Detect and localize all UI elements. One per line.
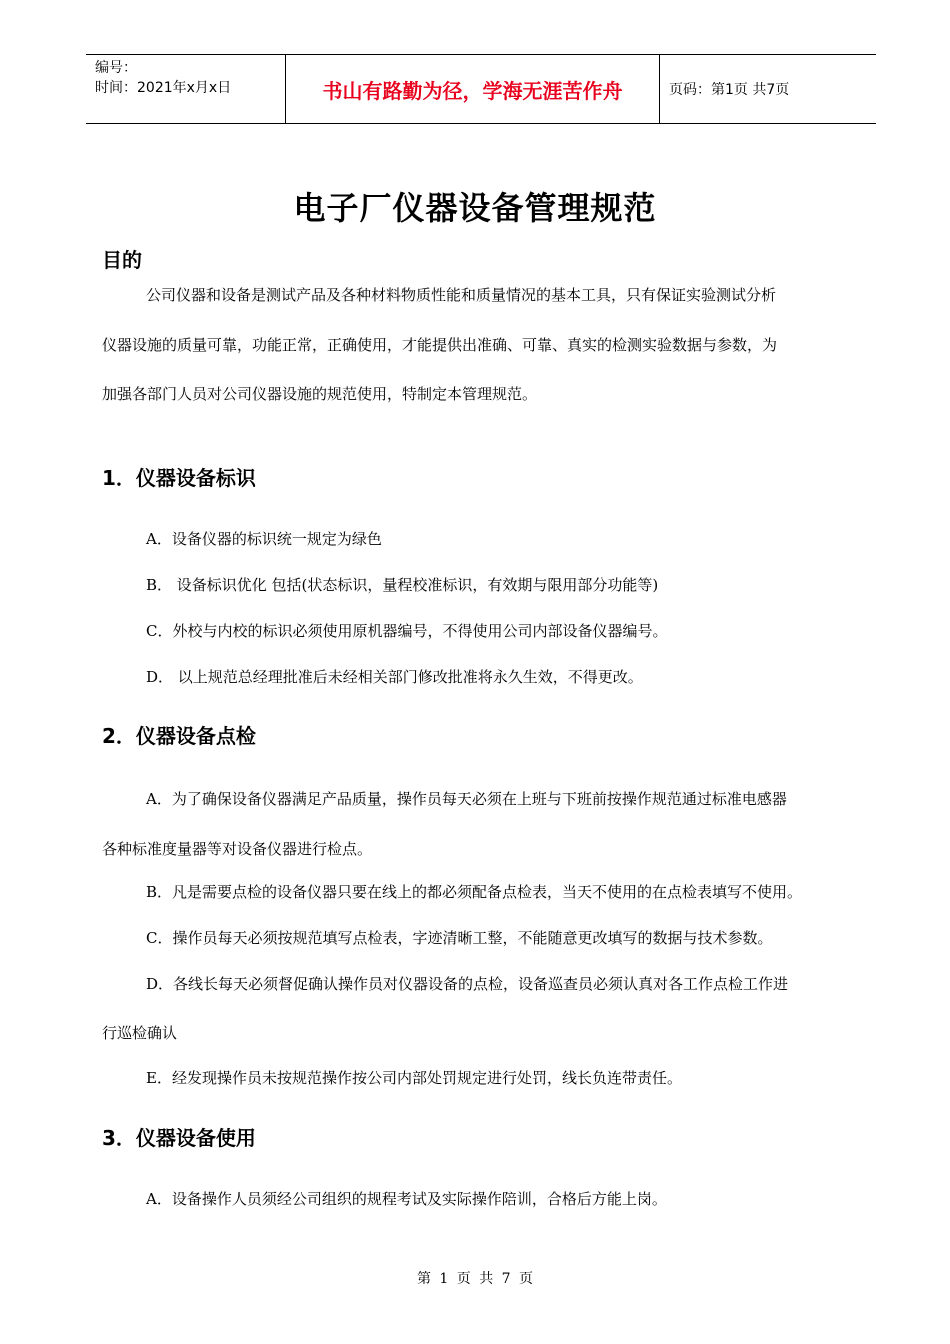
section-heading: 1．仪器设备标识: [102, 466, 256, 490]
section-item: A．设备仪器的标识统一规定为绿色: [146, 530, 382, 548]
purpose-line: 加强各部门人员对公司仪器设施的规范使用，特制定本管理规范。: [102, 385, 538, 403]
section-item: 行巡检确认: [102, 1024, 178, 1042]
section-item: 各种标准度量器等对设备仪器进行检点。: [102, 840, 373, 858]
section-item: D．各线长每天必须督促确认操作员对仪器设备的点检，设备巡查员必须认真对各工作点检工作进: [146, 975, 789, 993]
section-item: A．设备操作人员须经公司组织的规程考试及实际操作陪训，合格后方能上岗。: [146, 1190, 667, 1208]
page-footer: 第 1 页 共 7 页: [416, 1271, 534, 1287]
purpose-line: 公司仪器和设备是测试产品及各种材料物质性能和质量情况的基本工具，只有保证实验测试分析: [146, 286, 777, 304]
document-title: 电子厂仪器设备管理规范: [293, 189, 657, 227]
purpose-line: 仪器设施的质量可靠，功能正常，正确使用，才能提供出准确、可靠、真实的检测实验数据与参数，为: [102, 336, 778, 354]
document-number-label: 编号：: [95, 60, 137, 76]
header-meta: [86, 55, 286, 123]
section-item: B．凡是需要点检的设备仪器只要在线上的都必须配备点检表，当天不使用的在点检表填写不使用。: [146, 883, 803, 901]
section-item: E．经发现操作员未按规范操作按公司内部处罚规定进行处罚，线长负连带责任。: [146, 1069, 682, 1087]
section-item: A．为了确保设备仪器满足产品质量，操作员每天必须在上班与下班前按操作规范通过标准电感器: [146, 790, 787, 808]
purpose-heading: 目的: [102, 248, 142, 272]
header-page-info: 页码：第1页 共7页: [669, 82, 790, 98]
header-motto: 书山有路勤为径，学海无涯苦作舟: [286, 55, 660, 123]
section-item: B． 设备标识优化 包括(状态标识，量程校准标识，有效期与限用部分功能等): [146, 576, 659, 594]
section-item: C．操作员每天必须按规范填写点检表，字迹清晰工整，不能随意更改填写的数据与技术参数。: [146, 929, 773, 947]
section-item: D． 以上规范总经理批准后未经相关部门修改批准将永久生效，不得更改。: [146, 668, 643, 686]
page-header: [86, 54, 876, 124]
section-item: C．外校与内校的标识必须使用原机器编号，不得使用公司内部设备仪器编号。: [146, 622, 668, 640]
section-heading: 3．仪器设备使用: [102, 1126, 256, 1150]
section-heading: 2．仪器设备点检: [102, 724, 256, 748]
document-time: 时间：2021年x月x日: [95, 80, 232, 96]
